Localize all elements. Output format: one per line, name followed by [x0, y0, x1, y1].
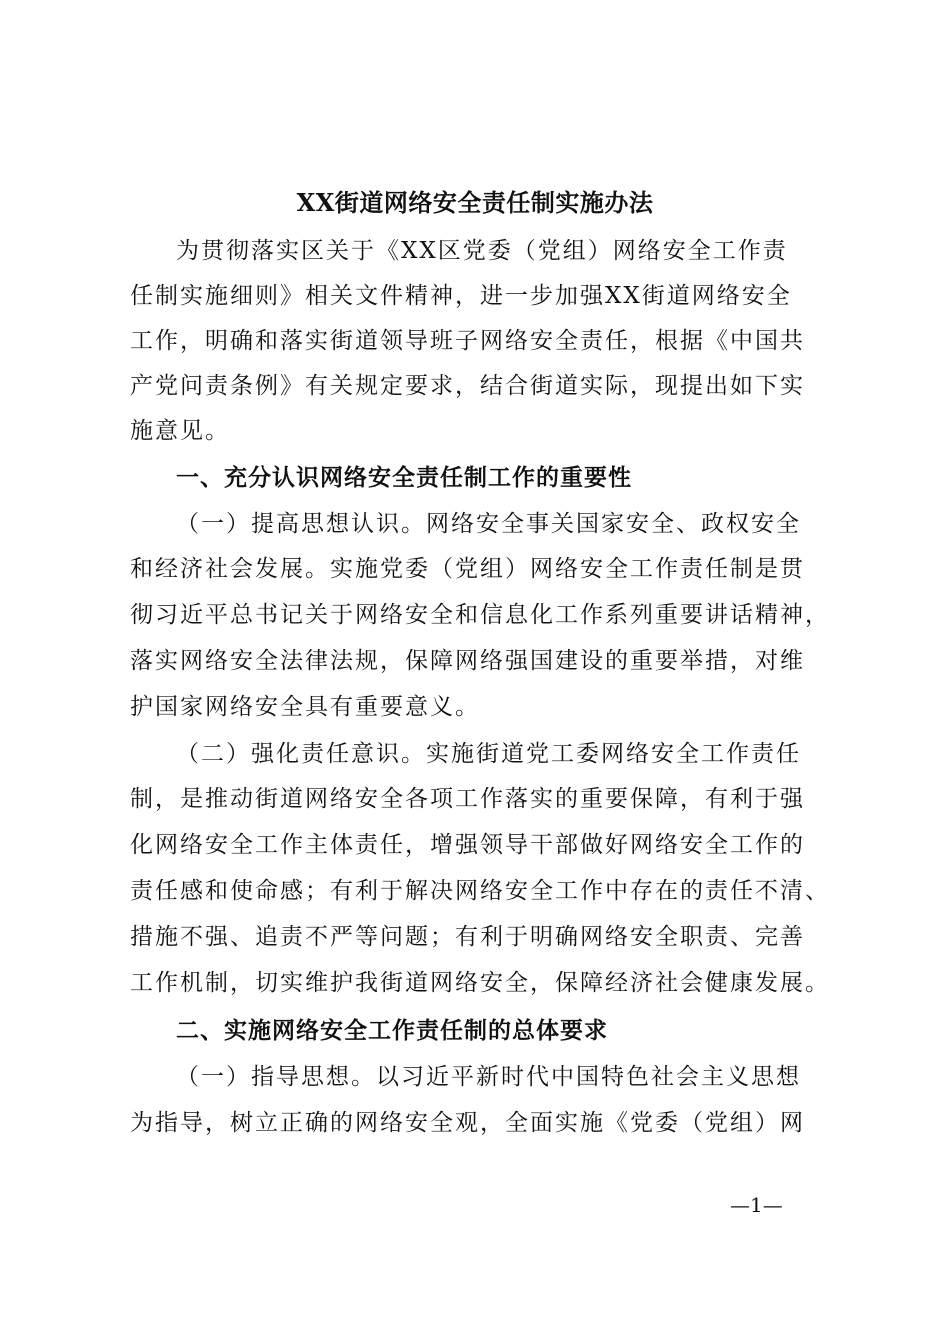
body-line: （一）指导思想。以习近平新时代中国特色社会主义思想	[176, 1064, 801, 1090]
body-line: 责任感和使命感；有利于解决网络安全工作中存在的责任不清、	[130, 878, 830, 904]
section-heading: 二、实施网络安全工作责任制的总体要求	[176, 1018, 608, 1044]
body-line: 和经济社会发展。实施党委（党组）网络安全工作责任制是贯	[130, 556, 805, 582]
document-title: XX街道网络安全责任制实施办法	[296, 188, 654, 217]
body-line: 落实网络安全法律法规，保障网络强国建设的重要举措，对维	[130, 648, 805, 674]
body-line: 彻习近平总书记关于网络安全和信息化工作系列重要讲话精神，	[130, 602, 830, 628]
body-line: 措施不强、追责不严等问题；有利于明确网络安全职责、完善	[130, 924, 805, 950]
body-line: 施意见。	[130, 418, 230, 444]
body-line: 护国家网络安全具有重要意义。	[130, 694, 480, 720]
body-line: 为指导，树立正确的网络安全观，全面实施《党委（党组）网	[130, 1110, 805, 1136]
body-line: 工作机制，切实维护我街道网络安全，保障经济社会健康发展。	[130, 970, 830, 996]
body-line: （一）提高思想认识。网络安全事关国家安全、政权安全	[176, 511, 801, 537]
body-line: 工作，明确和落实街道领导班子网络安全责任，根据《中国共	[130, 328, 805, 354]
body-line: 化网络安全工作主体责任，增强领导干部做好网络安全工作的	[130, 832, 805, 858]
section-heading: 一、充分认识网络安全责任制工作的重要性	[176, 465, 632, 491]
body-line: 产党问责条例》有关规定要求，结合街道实际，现提出如下实	[130, 373, 805, 399]
body-line: 任制实施细则》相关文件精神，进一步加强XX街道网络安全	[130, 283, 792, 309]
page-number: —1—	[730, 1193, 783, 1217]
body-line: （二）强化责任意识。实施街道党工委网络安全工作责任	[176, 741, 801, 767]
body-line: 制，是推动街道网络安全各项工作落实的重要保障，有利于强	[130, 786, 805, 812]
body-line: 为贯彻落实区关于《XX区党委（党组）网络安全工作责	[176, 238, 788, 264]
